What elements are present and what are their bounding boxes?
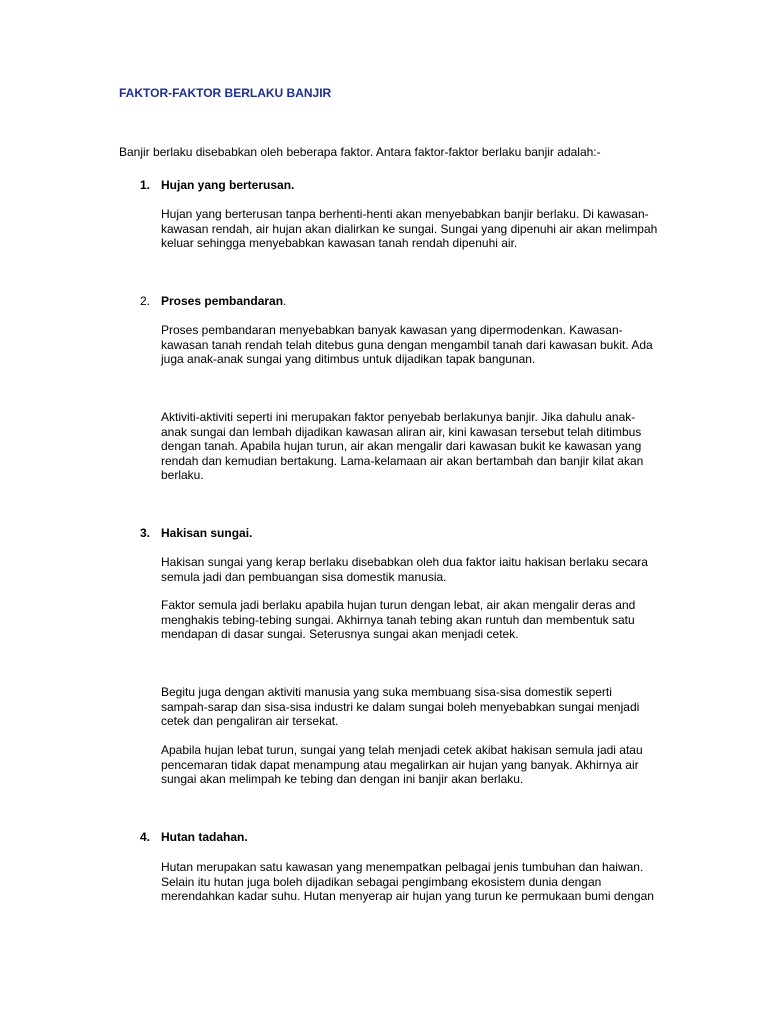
section-4-heading — [140, 830, 248, 845]
text-line: Proses pembandaran menyebabkan banyak kawasan yang dipermodenkan. Kawasan- — [161, 323, 623, 337]
section-4-paragraph-1 — [161, 860, 661, 904]
text-line: cetek dan pengaliran air tersekat. — [161, 714, 339, 728]
section-2-title: Proses pembandaran — [161, 294, 284, 308]
section-1-number: 1. — [140, 178, 151, 192]
section-2-number: 2. — [140, 294, 151, 308]
text-line: mendapan di dasar sungai. Seterusnya sungai akan menjadi cetek. — [161, 627, 519, 641]
text-line: semula jadi dan pembuangan sisa domestik manusia. — [161, 569, 447, 584]
text-line: dengan tanah. Apabila hujan turun, air akan mengalir dari kawasan bukit ke kawasan yang — [161, 439, 642, 453]
text-line: kawasan rendah, air hujan akan dialirkan ke sungai. Sungai yang dipenuhi air akan melimpah — [161, 221, 658, 236]
text-line: Hutan merupakan satu kawasan yang menempatkan pelbagai jenis tumbuhan dan haiwan. — [161, 860, 644, 874]
section-1-title: Hujan yang berterusan. — [161, 178, 295, 192]
section-3-title: Hakisan sungai. — [161, 526, 253, 540]
section-3-paragraph-4 — [161, 743, 661, 787]
text-line: berlaku. — [161, 468, 204, 482]
text-line: sampah-sarap dan sisa-sisa industri ke dalam sungai boleh menyebabkan sungai menjadi — [161, 699, 640, 714]
document-title: FAKTOR-FAKTOR BERLAKU BANJIR — [119, 86, 332, 100]
text-line: sungai akan melimpah ke tebing dan dengan ini banjir akan berlaku. — [161, 772, 524, 786]
section-3-paragraph-3 — [161, 685, 661, 729]
section-2-paragraph-2 — [161, 410, 661, 483]
text-line: Faktor semula jadi berlaku apabila hujan turun dengan lebat, air akan mengalir deras and — [161, 598, 636, 612]
text-line: Selain itu hutan juga boleh dijadikan sebagai pengimbang ekosistem dunia dengan — [161, 874, 602, 889]
section-1-heading — [140, 178, 294, 193]
text-line: Hakisan sungai yang kerap berlaku disebabkan oleh dua faktor iaitu hakisan berlaku secara — [161, 555, 648, 569]
section-3-number: 3. — [140, 526, 151, 540]
section-2-title-suffix: . — [283, 294, 287, 308]
text-line: merendahkan kadar suhu. Hutan menyerap air hujan yang turun ke permukaan bumi dengan — [161, 889, 654, 903]
section-2-paragraph-1 — [161, 323, 661, 367]
text-line: menghakis tebing-tebing sungai. Akhirnya tanah tebing akan runtuh dan membentuk satu — [161, 612, 635, 627]
text-line: Hujan yang berterusan tanpa berhenti-henti akan menyebabkan banjir berlaku. Di kawasan- — [161, 207, 649, 221]
section-3-paragraph-1 — [161, 555, 661, 584]
section-3-heading — [140, 526, 252, 541]
section-3-paragraph-2 — [161, 598, 661, 642]
text-line: Apabila hujan lebat turun, sungai yang telah menjadi cetek akibat hakisan semula jadi atau — [161, 743, 643, 757]
text-line: Aktiviti-aktiviti seperti ini merupakan faktor penyebab berlakunya banjir. Jika dahulu anak- — [161, 410, 636, 424]
intro-paragraph: Banjir berlaku disebabkan oleh beberapa faktor. Antara faktor-faktor berlaku banjir adalah:- — [119, 145, 601, 159]
text-line: kawasan tanah rendah telah ditebus guna dengan mengambil tanah dari kawasan bukit. Ada — [161, 337, 653, 352]
text-line: keluar sehingga menyebabkan kawasan tanah rendah dipenuhi air. — [161, 236, 518, 250]
text-line: juga anak-anak sungai yang ditimbus untuk dijadikan tapak bangunan. — [161, 352, 536, 366]
section-4-number: 4. — [140, 830, 151, 844]
section-4-title: Hutan tadahan. — [161, 830, 248, 844]
text-line: pencemaran tidak dapat menampung atau megalirkan air hujan yang banyak. Akhirnya air — [161, 757, 639, 772]
text-line: Begitu juga dengan aktiviti manusia yang suka membuang sisa-sisa domestik seperti — [161, 685, 612, 699]
section-1-paragraph-1 — [161, 207, 661, 251]
text-line: rendah dan kemudian bertakung. Lama-kelamaan air akan bertambah dan banjir kilat akan — [161, 453, 644, 468]
text-line: anak sungai dan lembah dijadikan kawasan aliran air, kini kawasan tersebut telah ditimbus — [161, 424, 642, 439]
section-2-heading — [140, 294, 286, 309]
